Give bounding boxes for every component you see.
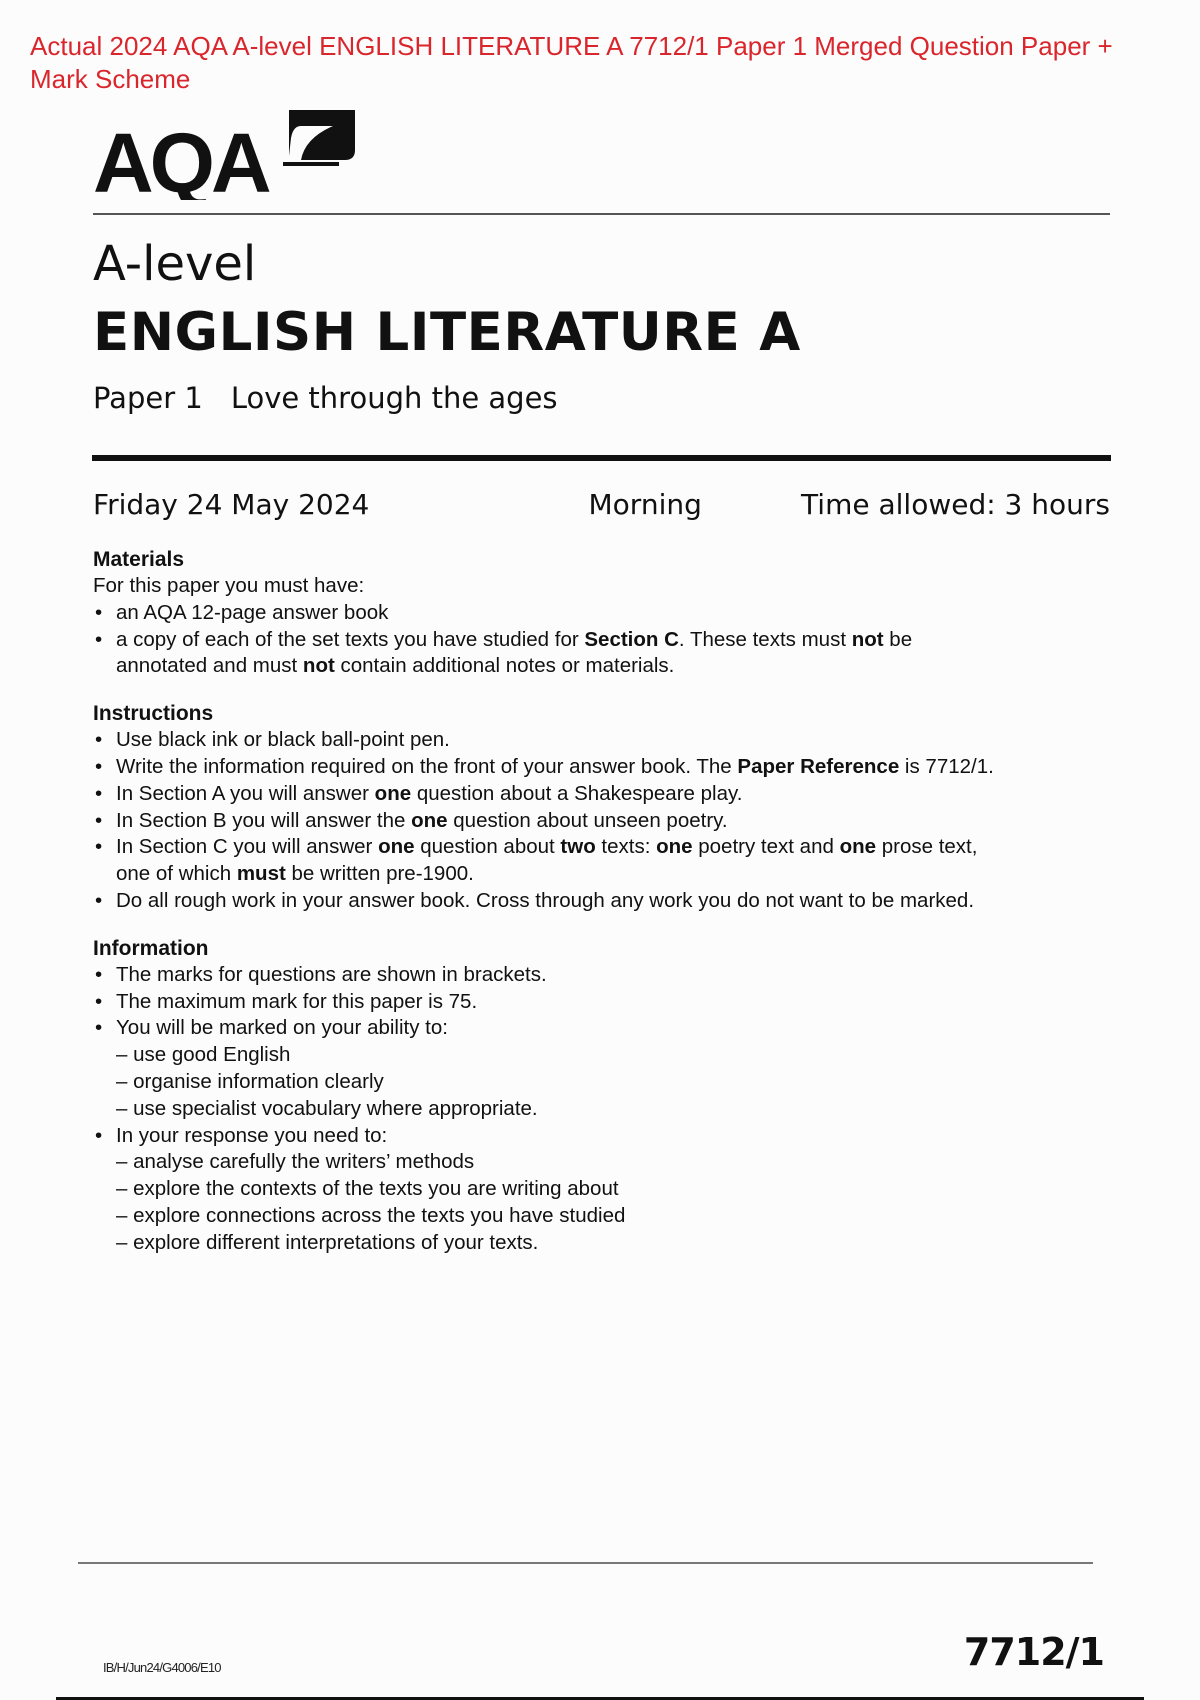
text: a copy of each of the set texts you have studied for <box>116 627 585 651</box>
text: In Section B you will answer the <box>116 808 412 832</box>
text: contain additional notes or materials. <box>334 654 675 678</box>
text: The marks for questions are shown in brackets. <box>116 962 547 986</box>
text: question about unseen poetry. <box>447 808 728 832</box>
text: prose text, <box>876 835 978 859</box>
text: The maximum mark for this paper is 75. <box>116 989 478 1013</box>
text: – explore different interpretations of your texts. <box>116 1230 539 1254</box>
text: is 7712/1. <box>899 754 994 778</box>
list-line <box>93 1176 1123 1203</box>
bullet-item <box>93 781 1123 808</box>
bullet-item <box>93 1123 1123 1150</box>
text: be <box>883 627 913 651</box>
list-line <box>93 573 1123 600</box>
text: Write the information required on the front of your answer book. The <box>116 754 738 778</box>
text: – use good English <box>116 1043 291 1067</box>
section-instructions <box>93 700 1123 915</box>
time-allowed: Time allowed: 3 hours <box>801 488 1110 521</box>
bold-text: one <box>839 835 877 859</box>
bullet-item <box>93 627 1123 654</box>
paper-title: Love through the ages <box>230 381 558 415</box>
text: – explore the contexts of the texts you are writing about <box>116 1177 619 1201</box>
bullet-item <box>93 727 1123 754</box>
text: poetry text and <box>692 835 840 859</box>
text: question about <box>414 835 561 859</box>
document-title-banner: Actual 2024 AQA A-level ENGLISH LITERATURE A 7712/1 Paper 1 Merged Question Paper + Mark Scheme <box>30 31 1113 94</box>
list-line <box>93 1149 1123 1176</box>
text: annotated and must <box>116 654 303 678</box>
list-line <box>93 653 1123 680</box>
bold-text: one <box>374 781 412 805</box>
bold-text: Paper Reference <box>737 754 900 778</box>
bold-text: not <box>302 654 335 678</box>
list-line <box>93 1203 1123 1230</box>
text: – organise information clearly <box>116 1069 384 1093</box>
text: one of which <box>116 862 237 886</box>
list-line <box>93 1096 1123 1123</box>
text: Use black ink or black ball-point pen. <box>116 728 450 752</box>
list-line <box>93 1069 1123 1096</box>
qualification-level: A-level <box>93 236 257 292</box>
text: – analyse carefully the writers’ methods <box>116 1150 475 1174</box>
bold-text: Section C <box>584 627 679 651</box>
section-heading: Instructions <box>93 702 214 726</box>
bold-text: two <box>560 835 596 859</box>
section-materials <box>93 546 1123 680</box>
paper-line <box>93 381 586 415</box>
bullet-item <box>93 989 1123 1016</box>
list-line <box>93 861 1123 888</box>
list-line <box>93 1042 1123 1069</box>
bold-text: one <box>411 808 448 832</box>
bold-text: must <box>236 862 286 886</box>
text: You will be marked on your ability to: <box>116 1016 448 1040</box>
svg-text:AQA: AQA <box>93 116 268 200</box>
bold-text: one <box>378 835 415 859</box>
text: – use specialist vocabulary where appropriate. <box>116 1096 538 1120</box>
paper-number: Paper 1 <box>93 381 203 415</box>
bold-text: not <box>851 627 884 651</box>
section-heading: Information <box>93 936 209 960</box>
section-information <box>93 935 1123 1257</box>
text: – explore connections across the texts you have studied <box>116 1203 626 1227</box>
exam-session: Morning <box>588 488 702 521</box>
header-divider <box>93 213 1110 215</box>
aqa-logo <box>93 108 358 205</box>
text: be written pre-1900. <box>285 862 474 886</box>
text: question about a Shakespeare play. <box>411 781 743 805</box>
text: an AQA 12-page answer book <box>116 600 389 624</box>
bullet-item <box>93 808 1123 835</box>
bullet-item <box>93 962 1123 989</box>
text: In Section A you will answer <box>116 781 375 805</box>
exam-instructions <box>93 546 1123 1277</box>
document-code: IB/H/Jun24/G4006/E10 <box>103 1660 221 1675</box>
bold-text: one <box>656 835 693 859</box>
text: In Section C you will answer <box>116 835 379 859</box>
bullet-item <box>93 600 1123 627</box>
subject-title: ENGLISH LITERATURE A <box>93 302 801 363</box>
exam-date: Friday 24 May 2024 <box>93 488 370 521</box>
title-divider <box>92 455 1111 461</box>
exam-details <box>93 488 1110 521</box>
text: For this paper you must have: <box>93 574 365 597</box>
text: texts: <box>595 835 657 859</box>
footer-divider <box>78 1562 1093 1564</box>
section-heading: Materials <box>93 548 185 571</box>
text: . These texts must <box>678 627 852 651</box>
bullet-item <box>93 888 1123 915</box>
text: Do all rough work in your answer book. Cross through any work you do not want to be marked. <box>116 888 975 912</box>
bullet-item <box>93 754 1123 781</box>
bullet-item <box>93 1015 1123 1042</box>
text: In your response you need to: <box>116 1123 388 1147</box>
list-line <box>93 1230 1123 1257</box>
aqa-logo-icon <box>93 108 358 200</box>
bullet-item <box>93 834 1123 861</box>
paper-reference: 7712/1 <box>963 1630 1104 1674</box>
